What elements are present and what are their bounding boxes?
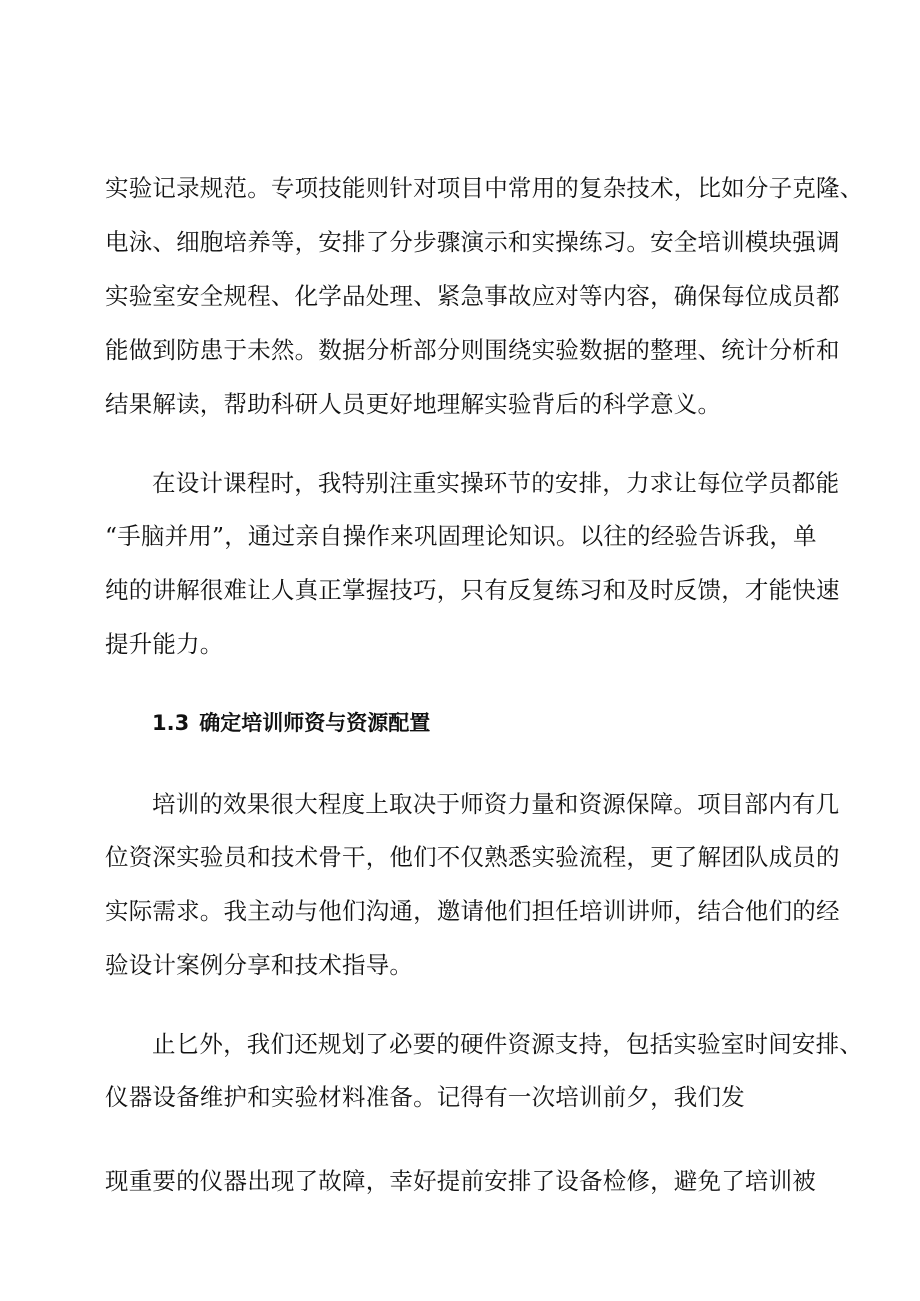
paragraph-1-line-1: 实验记录规范。专项技能则针对项目中常用的复杂技术，比如分子克隆、 <box>105 174 864 202</box>
paragraph-3-line-3: 实际需求。我主动与他们沟通，邀请他们担任培训讲师，结合他们的经 <box>105 897 840 925</box>
section-heading <box>152 708 430 738</box>
paragraph-4-line-2: 仪器设备维护和实验材料准备。记得有一次培训前夕，我们发 <box>105 1083 745 1111</box>
paragraph-1-line-4: 能做到防患于未然。数据分析部分则围绕实验数据的整理、统计分析和 <box>105 336 840 364</box>
paragraph-1-line-2: 电泳、细胞培养等，安排了分步骤演示和实操练习。安全培训模块强调 <box>105 228 840 256</box>
paragraph-2-line-2: “手脑并用”，通过亲自操作来巩固理论知识。以往的经验告诉我，单 <box>105 522 817 550</box>
paragraph-1-line-5: 结果解读，帮助科研人员更好地理解实验背后的科学意义。 <box>105 390 722 418</box>
paragraph-2-line-1: 在设计课程时，我特别注重实操环节的安排，力求让每位学员都能 <box>152 469 840 497</box>
paragraph-1-line-3: 实验室安全规程、化学品处理、紧急事故应对等内容，确保每位成员都 <box>105 282 840 310</box>
section-title: 确定培训师资与资源配置 <box>199 711 431 735</box>
paragraph-3-line-1: 培训的效果很大程度上取决于师资力量和资源保障。项目部内有几 <box>152 790 840 818</box>
paragraph-3-line-2: 位资深实验员和技术骨干，他们不仅熟悉实验流程，更了解团队成员的 <box>105 843 840 871</box>
paragraph-2-line-3: 纯的讲解很难让人真正掌握技巧，只有反复练习和及时反馈，才能快速 <box>105 576 840 604</box>
paragraph-4-line-1: 止匕外，我们还规划了必要的硬件资源支持，包括实验室时间安排、 <box>152 1030 863 1058</box>
paragraph-3-line-4: 验设计案例分享和技术指导。 <box>105 951 414 979</box>
paragraph-2-line-4: 提升能力。 <box>105 630 224 658</box>
section-number: 1.3 <box>152 711 190 735</box>
paragraph-5-line-1: 现重要的仪器出现了故障，幸好提前安排了设备检修，避免了培训被 <box>105 1167 816 1195</box>
